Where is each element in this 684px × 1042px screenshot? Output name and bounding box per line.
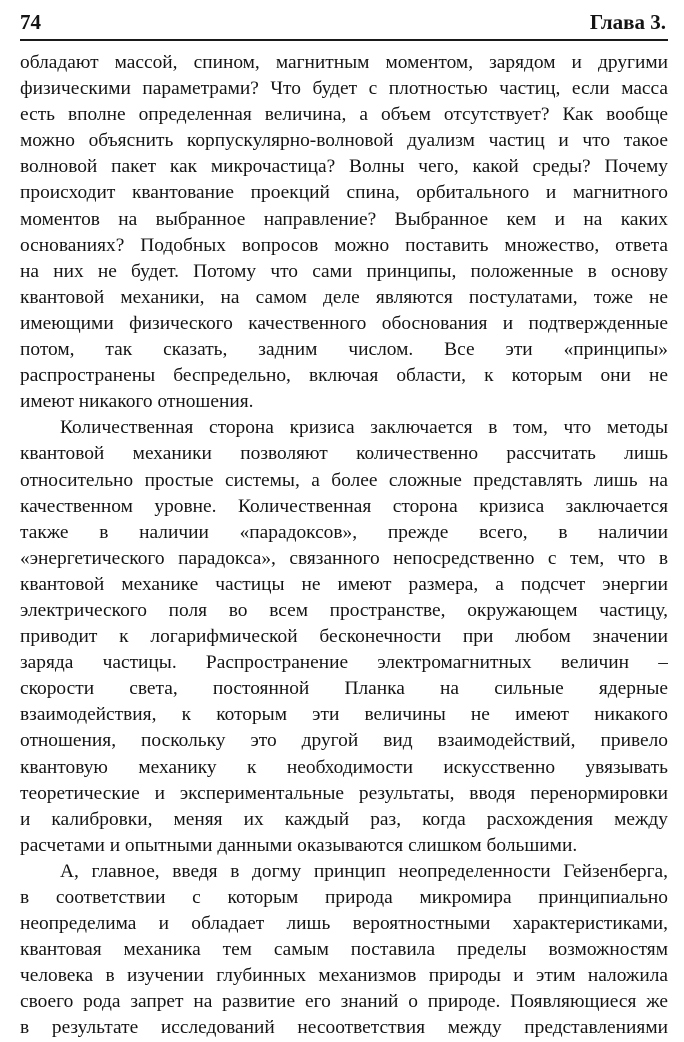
text-line: А, главное, введя в догму принцип неопределенности Гейзенберга, <box>60 860 668 882</box>
text-line: потом, так сказать, задним числом. Все эти «принципы» <box>20 339 668 361</box>
text-line: в соответствии с которым природа микромира принципиально <box>20 887 668 908</box>
text-line: есть вполне определенная величина, а объем отсутствует? Как вообще <box>20 104 668 126</box>
text-line: теоретические и экспериментальные результаты, вводя перенормировки <box>20 782 668 804</box>
text-line: моментов на выбранное направление? Выбранное кем и на каких <box>20 208 668 230</box>
text-line: происходит квантование проекций спина, орбитального и магнитного <box>20 182 668 204</box>
text-line: распространены беспредельно, включая области, к которым они не <box>20 365 668 387</box>
paragraph <box>20 415 668 859</box>
text-line: и калибровки, меняя их каждый раз, когда расхождения между <box>20 808 668 830</box>
text-line: электрического поля во всем пространстве, окружающем частицу, <box>20 599 668 621</box>
page-number: 74 <box>20 10 41 34</box>
text-line: скорости света, постоянной Планка на сильные ядерные <box>20 678 668 700</box>
text-line: основаниях? Подобных вопросов можно поставить множество, ответа <box>20 234 668 256</box>
text-line: отношения, поскольку это другой вид взаимодействий, привело <box>20 730 668 752</box>
text-line: относительно простые системы, а более сложные представлять лишь на <box>20 469 668 491</box>
text-line: квантовую механику к необходимости искусственно увязывать <box>20 756 668 778</box>
text-line: физическими параметрами? Что будет с плотностью частиц, если масса <box>20 78 668 100</box>
paragraph <box>20 50 668 415</box>
text-line: неопределима и обладает лишь вероятностными характеристиками, <box>20 913 668 935</box>
text-line: человека в изучении глубинных механизмов природы и этим наложила <box>20 965 668 987</box>
text-line: качественном уровне. Количественная сторона кризиса заключается <box>20 495 668 517</box>
text-line: квантовая механика тем самым поставила пределы возможностям <box>20 939 668 961</box>
text-line: взаимодействия, к которым эти величины не имеют никакого <box>20 704 668 726</box>
text-line: имеющими физического качественного обоснования и подтвержденные <box>20 312 668 334</box>
text-line: приводит к логарифмической бесконечности при любом значении <box>20 626 668 648</box>
text-line: можно объяснить корпускулярно-волновой дуализм частиц и что такое <box>20 130 668 152</box>
text-line: обладают массой, спином, магнитным моментом, зарядом и другими <box>20 52 668 73</box>
page-header <box>20 8 666 38</box>
text-line: квантовой механики позволяют количественно рассчитать лишь <box>20 443 668 465</box>
text-line: в результате исследований несоответствия между представлениями <box>20 1017 668 1039</box>
text-line: квантовой механики, на самом деле являются постулатами, тоже не <box>20 286 668 308</box>
text-line: своего рода запрет на развитие его знаний о природе. Появляющиеся же <box>20 991 668 1013</box>
text-line: имеют никакого отношения. <box>20 391 254 413</box>
text-line: Количественная сторона кризиса заключается в том, что методы <box>60 417 668 439</box>
paragraph <box>20 859 668 1042</box>
text-line: также в наличии «парадоксов», прежде всего, в наличии <box>20 521 668 543</box>
text-line: заряда частицы. Распространение электромагнитных величин – <box>20 652 668 674</box>
body-text <box>20 50 668 1042</box>
text-line: «энергетического парадокса», связанного непосредственно с тем, что в <box>20 547 668 569</box>
header-rule <box>20 39 668 41</box>
text-line: волновой пакет как микрочастица? Волны чего, какой среды? Почему <box>20 156 668 178</box>
text-line: квантовой механике частицы не имеют размера, а подсчет энергии <box>20 573 668 595</box>
chapter-title: Глава 3. <box>589 10 666 34</box>
text-line: расчетами и опытными данными оказываются слишком большими. <box>20 834 578 856</box>
text-line: на них не будет. Потому что сами принципы, положенные в основу <box>20 260 668 282</box>
